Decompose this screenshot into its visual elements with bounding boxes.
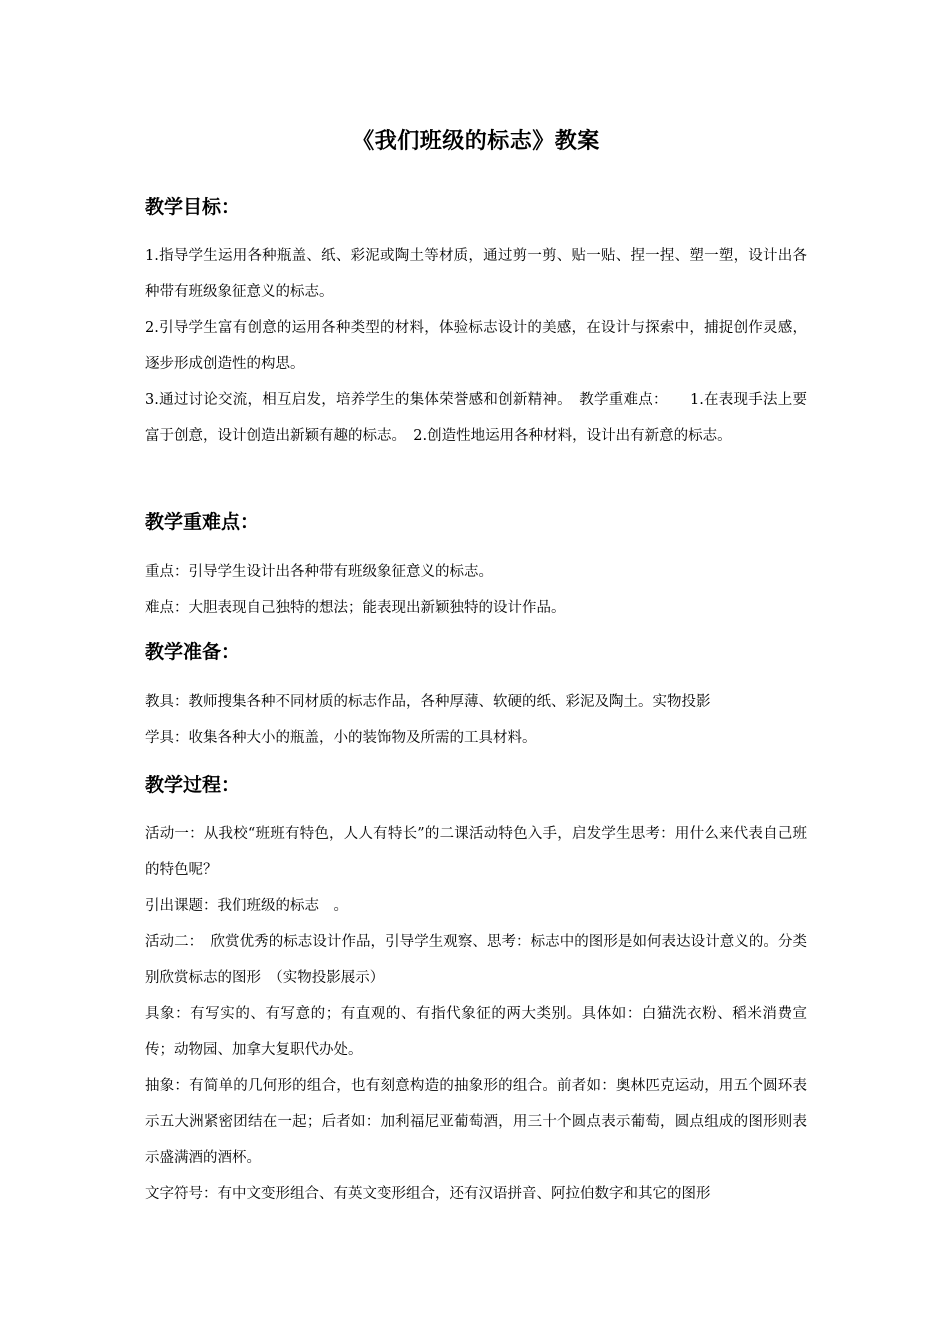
process-concrete-category: 具象：有写实的、有写意的；有直观的、有指代象征的两大类别。具体如：白猫洗衣粉、稻米消费宣传；动物园、加拿大复职代办处。: [145, 1006, 807, 1058]
student-materials-text: 学具：收集各种大小的瓶盖，小的装饰物及所需的工具材料。: [145, 730, 537, 746]
teaching-aids-text: 教具：教师搜集各种不同材质的标志作品，各种厚薄、软硬的纸、彩泥及陶土。实物投影: [145, 694, 711, 710]
process-text-symbol-category: 文字符号：有中文变形组合、有英文变形组合，还有汉语拼音、阿拉伯数字和其它的图形: [145, 1186, 711, 1202]
objectives-item-3: 3.通过讨论交流，相互启发，培养学生的集体荣誉感和创新精神。 教学重难点： 1.在表现手法上要富于创意，设计创造出新颖有趣的标志。 2.创造性地运用各种材料，设计出有新意的标志。: [145, 392, 807, 444]
process-activity-1: 活动一：从我校“班班有特色，人人有特长”的二课活动特色入手，启发学生思考：用什么来代表自己班的特色呢？: [145, 826, 807, 878]
difficult-point-text: 难点：大胆表现自己独特的想法；能表现出新颖独特的设计作品。: [145, 600, 566, 616]
process-activity-2: 活动二： 欣赏优秀的标志设计作品，引导学生观察、思考：标志中的图形是如何表达设计意义的。分类别欣赏标志的图形 （实物投影展示）: [145, 934, 807, 986]
section-heading-key-points: 教学重难点：: [145, 511, 260, 533]
document-title: 《我们班级的标志》教案: [352, 129, 600, 154]
process-abstract-category: 抽象：有简单的几何形的组合，也有刻意构造的抽象形的组合。前者如：奥林匹克运动，用五个圆环表示五大洲紧密团结在一起；后者如：加利福尼亚葡萄酒，用三十个圆点表示葡萄，圆点组成的图形则表示盛满酒的酒杯。: [145, 1078, 807, 1166]
process-introduce-topic: 引出课题：我们班级的标志 。: [145, 898, 348, 914]
section-heading-preparation: 教学准备：: [145, 641, 241, 663]
objectives-item-1: 1.指导学生运用各种瓶盖、纸、彩泥或陶土等材质，通过剪一剪、贴一贴、捏一捏、塑一塑，设计出各种带有班级象征意义的标志。: [145, 248, 807, 300]
objectives-item-2: 2.引导学生富有创意的运用各种类型的材料，体验标志设计的美感，在设计与探索中，捕捉创作灵感，逐步形成创造性的构思。: [145, 320, 807, 372]
section-heading-objectives: 教学目标：: [145, 196, 241, 218]
section-heading-process: 教学过程：: [145, 774, 241, 796]
document-page: [145, 0, 807, 1344]
key-point-text: 重点：引导学生设计出各种带有班级象征意义的标志。: [145, 564, 493, 580]
